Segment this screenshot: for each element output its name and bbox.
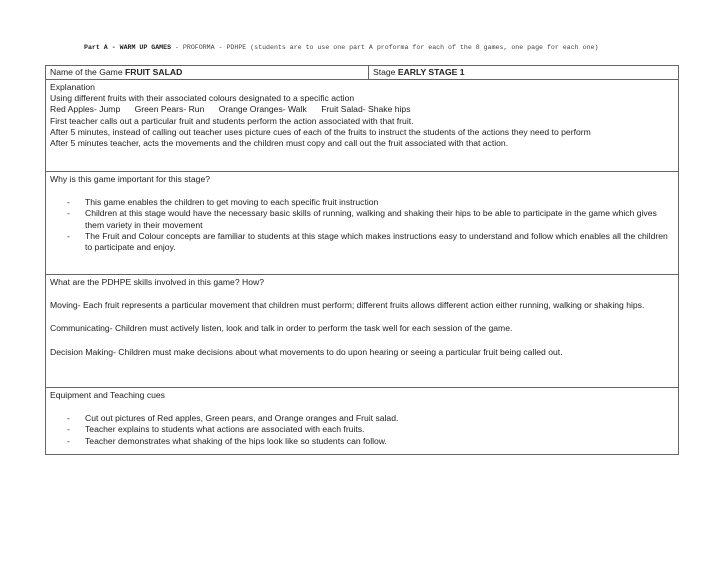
stage-value: EARLY STAGE 1	[397, 67, 465, 77]
game-name-value: FRUIT SALAD	[125, 67, 183, 77]
fruit-action: Fruit Salad- Shake hips	[321, 104, 411, 115]
list-item: - The Fruit and Colour concepts are familiar to students at this stage which makes instructions easy to understand and follow which enables all the children to participate and enjoy.	[50, 231, 674, 253]
explanation-section	[46, 80, 678, 172]
equipment-list	[50, 413, 674, 447]
game-name-cell	[46, 66, 369, 79]
skills-heading: What are the PDHPE skills involved in this game? How?	[50, 277, 264, 287]
explanation-line-4: After 5 minutes, instead of calling out teacher uses picture cues of each of the fruits to instruct the students of the actions they need to perform	[50, 126, 591, 137]
header-proforma-text: - PROFORMA - PDHPE (students are to use one part A proforma for each of the 8 games, one page for each one)	[171, 44, 599, 51]
pdhpe-skills-section	[46, 275, 678, 388]
explanation-heading: Explanation	[50, 82, 95, 92]
explanation-line-1: Using different fruits with their associated colours designated to a specific action	[50, 93, 355, 104]
why-heading: Why is this game important for this stage?	[50, 174, 211, 184]
list-item: - Teacher demonstrates what shaking of the hips look like so students can follow.	[50, 436, 674, 447]
explanation-line-5: After 5 minutes teacher, acts the movements and the children must copy and call out the fruit associated with that action.	[50, 138, 509, 149]
stage-cell	[369, 66, 469, 79]
equipment-heading: Equipment and Teaching cues	[50, 390, 165, 400]
fruit-action: Orange Oranges- Walk	[218, 104, 307, 115]
skill-moving: Moving- Each fruit represents a particular movement that children must perform; different fruits allows different action either running, walking or shaking hips.	[50, 300, 645, 311]
proforma-table	[45, 65, 679, 455]
list-item: - This game enables the children to get moving to each specific fruit instruction	[50, 197, 674, 208]
list-item: - Children at this stage would have the necessary basic skills of running, walking and shaking their hips to be able to participate in the game which gives them variety in their movement	[50, 208, 674, 230]
title-row	[46, 66, 678, 80]
explanation-line-3: First teacher calls out a particular fruit and students perform the action associated with that fruit.	[50, 115, 414, 126]
fruit-action: Red Apples- Jump	[50, 104, 121, 115]
game-name-label: Name of the Game	[50, 67, 123, 77]
why-list	[50, 197, 674, 253]
stage-label: Stage	[373, 67, 396, 77]
skill-communicating: Communicating- Children must actively listen, look and talk in order to perform the task well for each session of the game.	[50, 323, 513, 334]
fruit-action: Green Pears- Run	[134, 104, 205, 115]
list-item: - Teacher explains to students what actions are associated with each fruits.	[50, 424, 674, 435]
page-header	[84, 44, 704, 51]
fruit-actions-line	[50, 104, 674, 115]
list-item: - Cut out pictures of Red apples, Green pears, and Orange oranges and Fruit salad.	[50, 413, 674, 424]
skill-decision-making: Decision Making- Children must make decisions about what movements to do upon hearing or seeing a particular fruit being called out.	[50, 346, 563, 357]
equipment-section	[46, 388, 678, 456]
header-part-label: Part A - WARM UP GAMES	[84, 44, 172, 51]
why-important-section	[46, 172, 678, 275]
